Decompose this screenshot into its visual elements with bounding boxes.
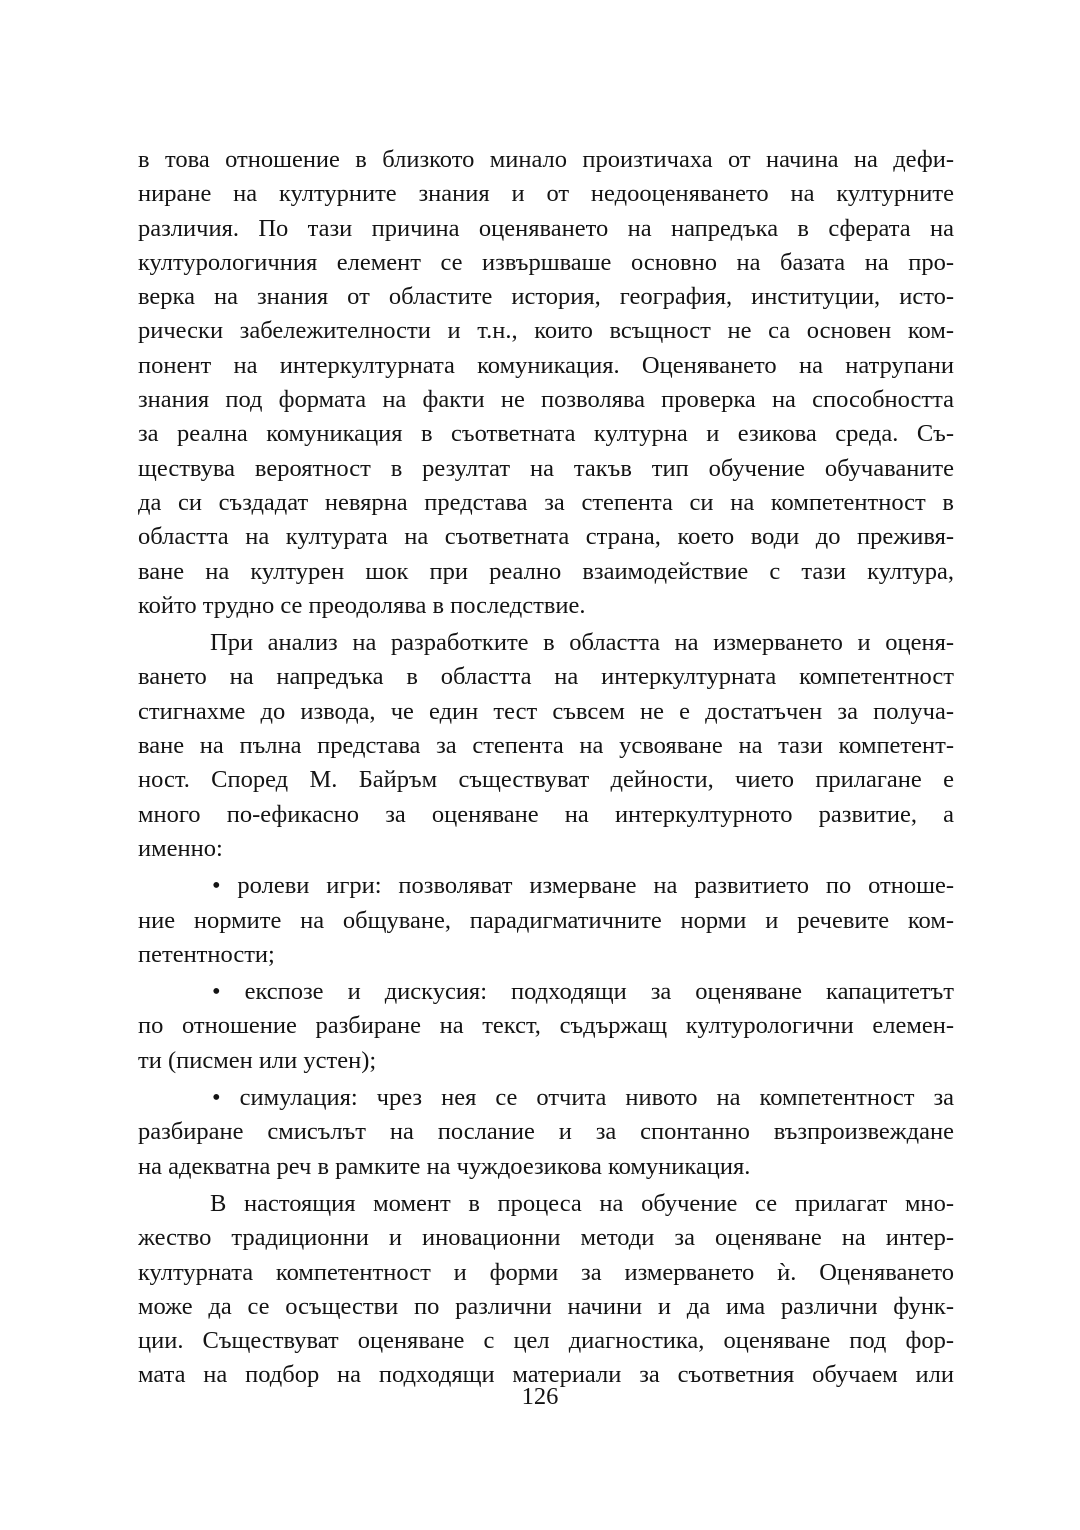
text-line: различия. По тази причина оценяването на напредъка в сферата на: [138, 214, 954, 242]
text-line: • ролеви игри: позволяват измерване на развитието по отноше-: [212, 872, 954, 900]
bullet-item-role-play: [138, 869, 954, 972]
text-line: верка на знания от областите история, география, институции, исто-: [138, 283, 954, 311]
paragraph-2: [138, 626, 954, 866]
text-line: петентности;: [138, 940, 275, 968]
bullet-item-simulation: [138, 1081, 954, 1184]
text-line: стигнахме до извода, че един тест съвсем не е достатъчен за получа-: [138, 697, 954, 725]
page-number: 126: [521, 1383, 559, 1410]
bullet-item-presentation: [138, 975, 954, 1078]
text-line: ществува вероятност в резултат на такъв тип обучение обучаваните: [138, 454, 954, 482]
text-line: културната компетентност и форми за измерването ѝ. Оценяването: [138, 1258, 954, 1286]
text-line: културологичния елемент се извършваше основно на базата на про-: [138, 248, 954, 276]
text-line: ние нормите на общуване, парадигматичните норми и речевите ком-: [138, 906, 954, 934]
paragraph-3: [138, 1187, 954, 1393]
text-line: да си създадат невярна представа за степента си на компетентност в: [138, 488, 954, 516]
paragraph-1: [138, 143, 954, 623]
text-line: именно:: [138, 834, 223, 862]
text-line: ции. Съществуват оценяване с цел диагностика, оценяване под фор-: [138, 1327, 954, 1355]
text-line: В настоящия момент в процеса на обучение се прилагат мно-: [210, 1189, 954, 1217]
text-line: жество традиционни и иновационни методи за оценяване на интер-: [138, 1224, 954, 1252]
text-line: който трудно се преодолява в последствие.: [138, 591, 586, 619]
text-line: ност. Според М. Байръм съществуват дейности, чието прилагане е: [138, 766, 954, 794]
text-line: ниране на културните знания и от недооценяването на културните: [138, 180, 954, 208]
text-line: областта на културата на съответната страна, което води до преживя-: [138, 523, 954, 551]
text-line: знания под формата на факти не позволява проверка на способността: [138, 386, 954, 414]
text-line: • експозе и дискусия: подходящи за оценяване капацитетът: [212, 978, 954, 1006]
text-line: понент на интеркултурната комуникация. Оценяването на натрупани: [138, 351, 954, 379]
text-line: При анализ на разработките в областта на измерването и оценя-: [210, 629, 954, 657]
text-line: ти (писмен или устен);: [138, 1046, 377, 1074]
text-line: мата на подбор на подходящи материали за съответния обучаем или: [138, 1361, 954, 1389]
text-line: за реална комуникация в съответната културна и езикова среда. Съ-: [138, 420, 954, 448]
text-line: ване на пълна представа за степента на усвояване на тази компетент-: [138, 732, 954, 760]
text-line: ване на културен шок при реално взаимодействие с тази култура,: [138, 557, 954, 585]
text-line: разбиране смисълът на послание и за спонтанно възпроизвеждане: [138, 1118, 954, 1146]
text-line: може да се осъществи по различни начини и да има различни функ-: [138, 1292, 954, 1320]
text-line: • симулация: чрез нея се отчита нивото на компетентност за: [212, 1084, 954, 1112]
text-line: по отношение разбиране на текст, съдържащ културологични елемен-: [138, 1012, 954, 1040]
text-line: в това отношение в близкото минало произтичаха от начина на дефи-: [138, 146, 954, 173]
page-body: [138, 143, 954, 1393]
text-line: много по-ефикасно за оценяване на интеркултурното развитие, а: [138, 800, 954, 828]
text-line: на адекватна реч в рамките на чуждоезикова комуникация.: [138, 1152, 751, 1180]
text-line: ването на напредъка в областта на интеркултурната компетентност: [138, 663, 954, 691]
text-line: рически забележителности и т.н., които всъщност не са основен ком-: [138, 317, 954, 345]
